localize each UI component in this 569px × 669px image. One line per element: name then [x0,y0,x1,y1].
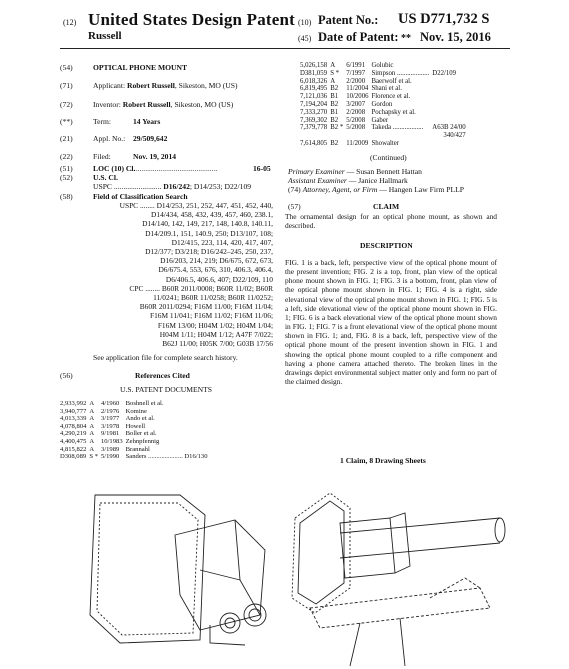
uspc-search-line: D14/209.1, 151, 140.9, 250; D13/107, 108; [145,228,273,238]
applicant-field [93,81,238,90]
table-row: 6,018,326 A 2/2000 Baerwolf et al. [300,77,412,85]
code-21: (21) [60,134,73,143]
design-title: OPTICAL PHONE MOUNT [93,63,188,72]
us-cl-label: U.S. Cl. [93,173,118,182]
table-row: 7,121,036 B1 10/2006 Florence et al. [300,93,411,101]
term-label: Term: [93,117,112,126]
table-row: 3,940,777 A 2/1976 Komine [60,407,147,415]
table-row: 7,379,778 B2 * 5/2008 Takeda .................. A63B 24/00 [300,124,466,132]
uspc-search-line: D14/434, 458, 432, 439, 457, 460, 238.1, [151,210,273,220]
document-type-title: United States Design Patent [88,10,296,29]
code-51: (51) [60,164,73,173]
patent-number-label: Patent No.: [318,13,379,27]
uspc-label: USPC [93,182,112,191]
claim-title: CLAIM [373,202,400,211]
attorney-label: Attorney, Agent, or Firm [302,185,378,194]
attorney-name: — Hangen Law Firm PLLP [379,185,465,194]
references-table-right [300,62,469,148]
table-row: 2,933,992 A 4/1960 Boshnell et al. [60,400,164,407]
applicant-label: Applicant: [93,81,126,90]
table-row: 4,400,475 A 10/1983 Zehnpfennig [60,437,160,445]
code-72: (72) [60,100,73,109]
table-row: 7,333,270 B1 2/2008 Pochapsky et al. [300,108,416,116]
table-row: 340/427 [443,132,466,140]
table-row: 4,815,822 A 3/1989 Brannahl [60,445,150,453]
assistant-examiner [288,176,408,185]
description-title: DESCRIPTION [360,241,413,250]
code-58: (58) [60,192,73,201]
term-marker: ** [401,33,411,44]
applicant-location: , Sikeston, MO (US) [174,81,238,90]
cpc-search-line: F16M 11/041; F16M 11/02; F16M 11/06; [150,311,273,321]
uspc-search-line: D16/203, 214, 219; D6/675, 672, 673, [160,256,273,266]
uspc-search-line: D6/675.4, 553, 676, 310, 406.3, 406.4, [158,265,273,275]
inventor-location: , Sikeston, MO (US) [170,100,234,109]
code-52: (52) [60,173,73,182]
cpc-search-line: B60R 2011/0294; F16M 11/00; F16M 11/04; [139,302,273,312]
attorney [288,185,464,194]
filed-value: Nov. 19, 2014 [133,152,177,161]
description-text: FIG. 1 is a back, left, perspective view of the optical phone mount of the present invention; FIG. 2 is a top, front, plan view of the optical phone mount shown in FIG. 1; FIG. 3 is a bottom, front, plan view of the optical phone mount shown in FIG. 1; FIG. 4 is a right, side elevational view of the optical phone mount shown in FIG. 1; FIG. 5 is a left, side elevational view of the optical phone mount shown in FIG. 1; FIG. 6 is a back elevational view of the optical phone mount shown in FIG. 1; FIG. 7 is a front elevational view of the optical phone mount shown in FIG. 1; and, FIG. 8 is a back, left, perspective view of the optical phone mount of the present invention shown in FIG. 1 and showing the optical phone mount coupled to a rifle component and having a phone camera attached thereto. The broken lines in the drawings depict environmental subject matter only and form no part of the claimed design. [285,258,497,387]
primary-examiner [288,167,422,176]
header-rule [60,48,510,49]
code-54: (54) [60,63,73,72]
table-row: 6,819,495 B2 11/2004 Shani et al. [300,85,402,93]
references-title: References Cited [135,371,190,380]
table-row: 4,013,339 A 3/1977 Ando et al. [60,415,155,423]
references-table-left [60,400,211,461]
uspc-rest: ; D14/253; D22/109 [189,182,252,191]
claims-sheets-count: 1 Claim, 8 Drawing Sheets [340,456,426,465]
rifle-mount-drawing-right [280,478,510,668]
code-71: (71) [60,81,73,90]
loc-leader: .............................................. [130,164,218,173]
cpc-search-line: 11/0241; B60R 11/0258; B60R 11/0252; [153,293,273,303]
table-row: D308,089 S * 5/1990 Sanders ..................... D16/130 [60,453,208,461]
appl-no-label: Appl. No.: [93,134,126,143]
uspc-search-line: D12/415, 223, 114, 420, 417, 407, [171,237,273,247]
loc-value: 16-05 [253,164,271,173]
table-row: 4,290,219 A 9/1981 Boller et al. [60,430,157,438]
primary-examiner-name: — Susan Bennett Hattan [346,167,422,176]
cpc-search-line: B62J 11/00; H05K 7/00; G03B 17/56 [162,339,273,349]
filed-label: Filed: [93,152,111,161]
table-row: 4,078,804 A 3/1978 Howell [60,422,146,430]
appl-no-value: 29/509,642 [133,134,168,143]
uspc-search-line: D12/377; D3/218; D16/242–245, 250, 237, [145,247,273,257]
term-value: 14 Years [133,117,161,126]
table-row: 7,614,805 B2 11/2009 Showalter [300,139,400,147]
uspc-leader: ......................... [113,182,162,191]
cpc-search-line: CPC ........ B60R 2011/0008; B60R 11/02; B60R [129,283,273,293]
kind-code-45: (45) [298,34,312,43]
claim-text: The ornamental design for an optical phone mount, as shown and described. [285,212,497,231]
field-search-label: Field of Classification Search [93,192,188,201]
patent-number: US D771,732 S [398,11,490,27]
assistant-examiner-name: — Janice Hallmark [348,176,408,185]
table-row: 5,026,158 A 6/1991 Golubic [300,62,394,69]
uspc-search-line: D6/406.5, 406.6, 407; D22/109, 110 [165,274,273,284]
code-56: (56) [60,371,73,380]
us-patent-documents-title: U.S. PATENT DOCUMENTS [120,385,212,394]
inventor-surname: Russell [88,30,122,42]
applicant-name: Robert Russell [126,81,175,90]
uspc-search-line: D14/140, 142, 149, 217, 148, 140.8, 140.11, [142,219,273,229]
primary-examiner-label: Primary Examiner [288,167,345,176]
code-term: (**) [60,117,73,126]
uspc-main: D16/242 [163,182,190,191]
uspc-search-line: USPC ........ D14/253, 251, 252, 447, 451, 452, 440, [119,201,273,210]
inventor-label: Inventor: [93,100,121,109]
table-row: 7,369,302 B2 5/2008 Gaber [300,116,389,124]
uspc-line [93,182,251,191]
references-continued: (Continued) [370,153,407,162]
kind-code-12: (12) [63,18,77,27]
kind-code-10: (10) [298,18,312,27]
date-of-patent-label: Date of Patent: [318,30,399,44]
uspc-search-block [93,201,273,348]
loc-label: LOC (10) Cl. [93,164,136,173]
cpc-search-line: H04M 1/11; H04M 1/12; A47F 7/022; [159,329,273,339]
table-row: D381,059 S * 7/1997 Simpson ................... D22/109 [300,69,457,77]
cpc-search-line: F16M 13/00; H04M 1/02; H04M 1/04; [157,320,273,330]
date-of-patent: Nov. 15, 2016 [420,30,491,44]
inventor-field [93,100,233,109]
table-row: 7,194,204 B2 3/2007 Gordon [300,100,393,108]
code-22: (22) [60,152,73,161]
phone-mount-drawing-left [60,475,290,665]
code-74: (74) [288,185,301,194]
inventor-name: Robert Russell [122,100,171,109]
code-57: (57) [288,202,301,211]
assistant-examiner-label: Assistant Examiner [288,176,347,185]
search-history-note: See application file for complete search history. [93,353,238,362]
